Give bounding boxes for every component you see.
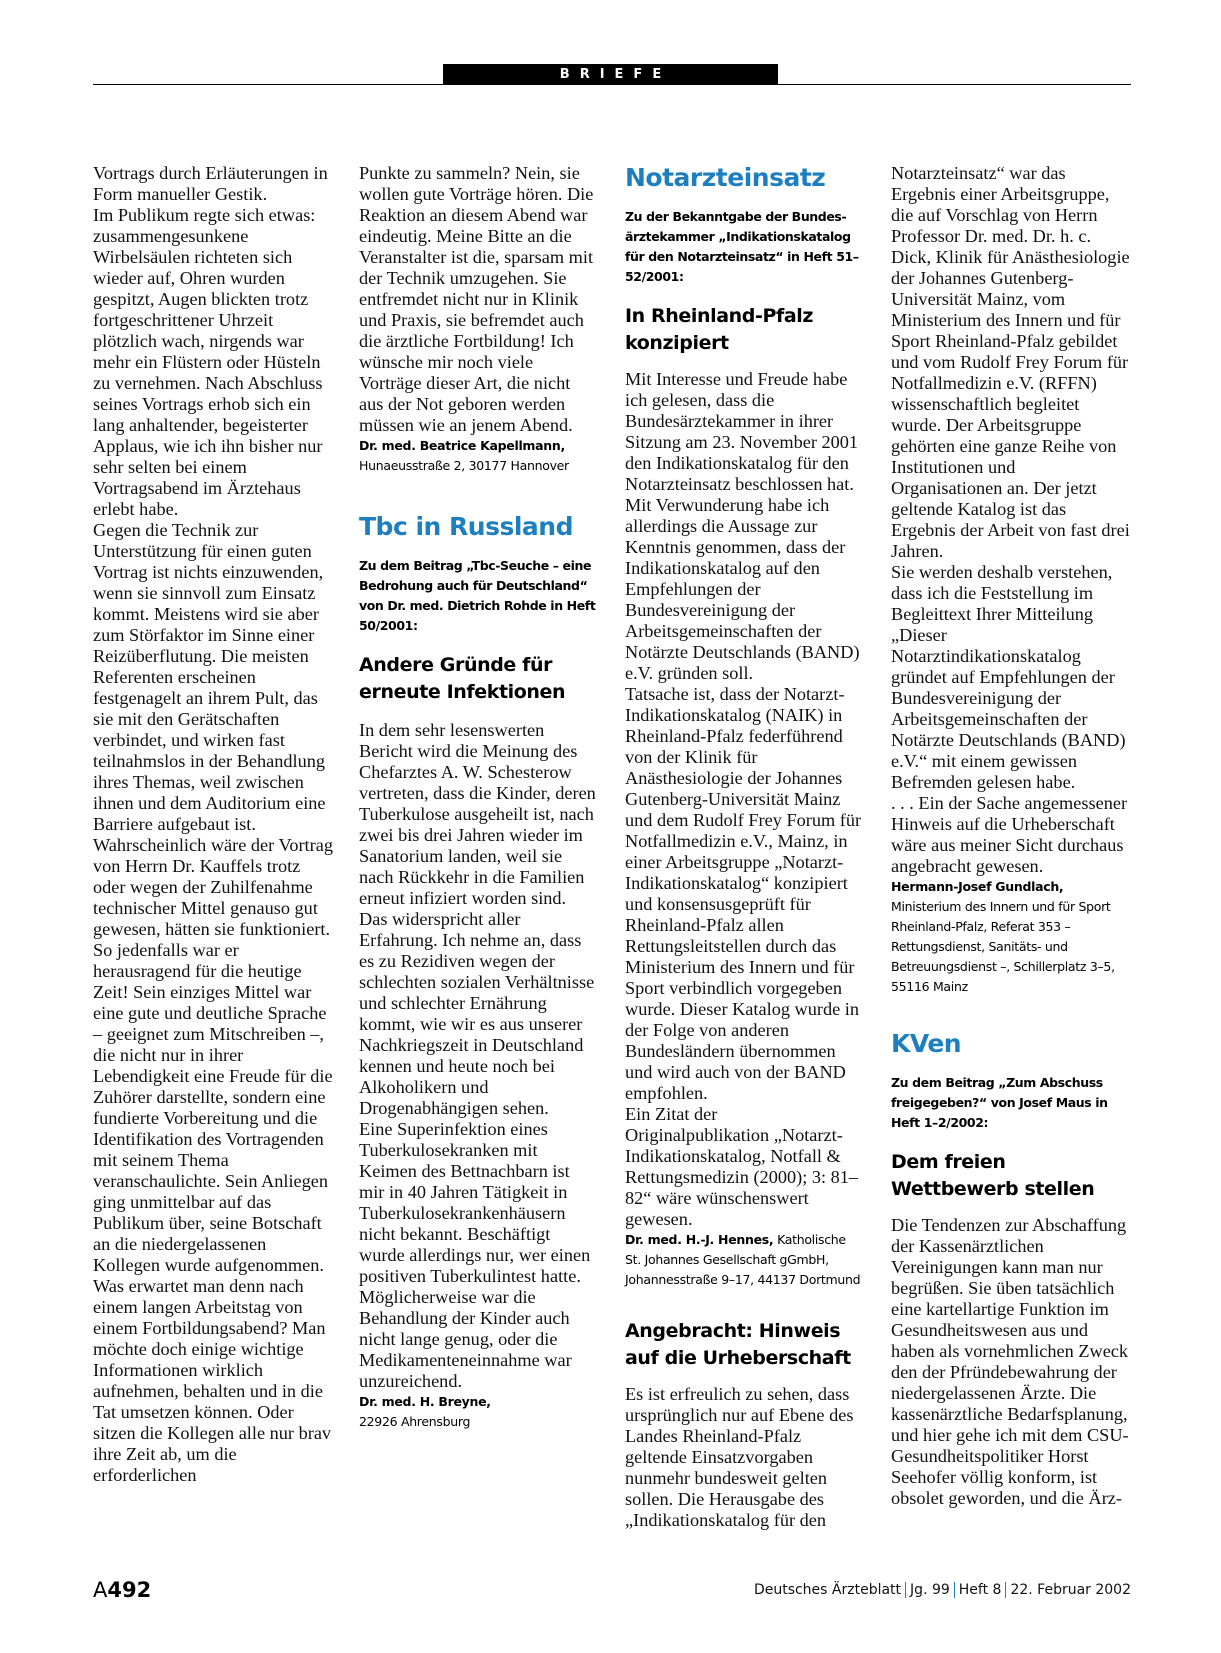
letter-subheading: Andere Gründe für erneute Infektionen: [359, 654, 566, 703]
page-num: 492: [107, 1578, 152, 1602]
paragraph: Notarzteinsatz“ war das Ergebnis einer Arbeitsgruppe, die auf Vorschlag von Herrn Professor Dr. med. Dr. h. c. Dick, Klinik für Anästhesiologie der Johannes Gutenberg-Universität Mainz, vom Ministerium des Innern und für Sport Rheinland-Pfalz gebildet und vom Rudolf Frey Forum für Notfallmedizin e.V. (RFFN) wissenschaftlich begleitet wurde. Der Arbeitsgruppe gehörten eine ganze Reihe von Institutionen und Organisationen an. Der jetzt geltende Katalog ist das Ergebnis der Arbeit von fast drei Jahren.: [891, 163, 1130, 561]
paragraph: Sie werden deshalb verstehen, dass ich die Feststellung im Begleittext Ihrer Mitteilung „Dieser Notarztindikationskatalog gründet auf Empfehlungen der Bundesvereinigung der Arbeitsgemeinschaften der Notärzte Deutschlands (BAND) e.V.“ mit einem gewissen Befremden gelesen habe.: [891, 562, 1126, 792]
reference-note: Zu der Bekanntgabe der Bundes-ärztekammer „Indikationskatalog für den Notarzteinsatz“ in Heft 51–52/2001:: [625, 209, 859, 284]
journal-footer: [754, 1582, 1131, 1598]
separator: [954, 1582, 955, 1598]
letter-subheading: Dem freien Wettbewerb stellen: [891, 1151, 1095, 1200]
journal-date: 22. Februar 2002: [1010, 1582, 1131, 1598]
paragraph: Möglicherweise war die Behandlung der Kinder auch nicht lange genug, oder die Medikamenteneinnahme war unzureichend.: [359, 1287, 572, 1391]
journal-issue: Heft 8: [958, 1582, 1002, 1598]
paragraph: Eine Superinfektion eines Tuberkulosekranken mit Keimen des Bettnachbarn ist mir in 40 Jahren Tätigkeit in Tuberkulosekrankenhäusern nicht bekannt. Beschäftigt wurde allerdings nur, wer einen positiven Tuberkulintest hatte.: [359, 1119, 591, 1286]
letter-body: [359, 720, 599, 1392]
topic-heading: KVen: [891, 1029, 962, 1058]
paragraph: Punkte zu sammeln? Nein, sie wollen gute Vorträge hören. Die Reaktion an diesem Abend war eindeutig. Meine Bitte an die Veranstalter ist die, sparsam mit der Technik umzugehen. Sie entfremdet nicht nur in Klinik und Praxis, sie befremdet auch die ärztliche Fortbildung! Ich wünsche mir noch viele Vorträge dieser Art, die nicht aus der Not geboren werden müssen wie an jenem Abend.: [359, 163, 594, 435]
signature: [625, 1230, 865, 1290]
page-number: [93, 1578, 151, 1602]
paragraph: Das widerspricht aller Erfahrung. Ich nehme an, dass es zu Rezidiven wegen der schlechten sozialen Verhältnisse und schlechter Ernährung kommt, wie wir es aus unserer Nachkriegszeit in Deutschland kennen und heute noch bei Alkoholikern und Drogenabhängigen sehen.: [359, 909, 595, 1118]
letter-body: [625, 1384, 865, 1531]
topic-heading: Notarzteinsatz: [625, 163, 826, 192]
paragraph: . . . Ein der Sache angemessener Hinweis auf die Urheberschaft wäre aus meiner Sicht durchaus angebracht gewesen.: [891, 793, 1128, 876]
letter-subheading: In Rheinland-Pfalz konzipiert: [625, 305, 814, 354]
paragraph: Es ist erfreulich zu sehen, dass ursprünglich nur auf Ebene des Landes Rheinland-Pfalz geltende Einsatzvorgaben nunmehr bundesweit gelten sollen. Die Herausgabe des „Indikationskatalog für den: [625, 1384, 854, 1530]
paragraph: Vortrags durch Erläuterungen in Form manueller Gestik.: [93, 163, 328, 204]
letter-body: [359, 163, 599, 436]
signature-address: Katholische St. Johannes Gesellschaft gGmbH, Johannesstraße 9–17, 44137 Dortmund: [625, 1232, 861, 1287]
column-2: [359, 163, 599, 1432]
reference-note: Zu dem Beitrag „Tbc-Seuche – eine Bedrohung auch für Deutschland“ von Dr. med. Dietrich Rohde in Heft 50/2001:: [359, 558, 596, 633]
paragraph: Im Publikum regte sich etwas: zusammengesunkene Wirbelsäulen richteten sich wieder auf, Ohren wurden gespitzt, Augen blickten trotz fortgeschrittener Uhrzeit plötzlich wach, nirgends war mehr ein Flüstern oder Hüsteln zu vernehmen. Nach Abschluss seines Vortrags erhob sich ein lang anhaltender, begeisterter Applaus, wie ich ihn bisher nur sehr selten bei einem Vortragsabend im Ärztehaus erlebt habe.: [93, 205, 323, 519]
signature-address: Ministerium des Innern und für Sport Rheinland-Pfalz, Referat 353 – Rettungsdienst, Sanitäts- und Betreuungsdienst –, Schillerplatz 3–5, 55116 Mainz: [891, 899, 1115, 994]
separator: [1005, 1582, 1006, 1598]
paragraph: Gegen die Technik zur Unterstützung für einen guten Vortrag ist nichts einzuwenden, wenn sie sinnvoll zum Einsatz kommt. Meistens wird sie aber zum Störfaktor im Sinne einer Reizüberflutung. Die meisten Referenten erscheinen festgenagelt an ihrem Pult, das sie mit den Gerätschaften verbindet, und wirken fast teilnahmslos in der Behandlung ihres Themas, weil zwischen ihnen und dem Auditorium eine Barriere aufgebaut ist. Wahrscheinlich wäre der Vortrag von Herrn Dr. Kauffels trotz oder wegen der Zuhilfenahme technischer Mittel genauso gut gewesen, hätten sie funktioniert. So jedenfalls war er herausragend für die heutige Zeit! Sein einziges Mittel war eine gute und deutliche Sprache – geeignet zum Mitschreiben –, die nicht nur in ihrer Lebendigkeit eine Freude für die Zuhörer darstellte, sondern eine fundierte Vorbereitung und die Identifikation des Vortragenden mit seinem Thema veranschaulichte. Sein Anliegen ging unmittelbar auf das Publikum über, seine Botschaft an die niedergelassenen Kollegen wurde aufgenommen.: [93, 520, 333, 1275]
signature-name: Hermann-Josef Gundlach,: [891, 879, 1064, 894]
column-3: [625, 163, 865, 1531]
signature-name: Dr. med. Beatrice Kapellmann,: [359, 438, 565, 453]
paragraph: Die Tendenzen zur Abschaffung der Kassenärztlichen Vereinigungen kann man nur begrüßen. Sie üben tatsächlich eine kartellartige Funktion im Gesundheitswesen aus und haben als vornehmlichen Zweck den der Pfründebewahrung der niedergelassenen Ärzte. Die kassenärztliche Bedarfsplanung, und hier gehe ich mit dem CSU-Gesundheitspolitiker Horst Seehofer völlig konform, ist obsolet geworden, und die Ärz-: [891, 1215, 1129, 1508]
paragraph: Ein Zitat der Originalpublikation „Notarzt-Indikationskatalog, Notfall & Rettungsmedizin (2000); 3: 81–82“ wäre wünschenswert gewesen.: [625, 1104, 859, 1229]
paragraph: In dem sehr lesenswerten Bericht wird die Meinung des Chefarztes A. W. Schesterow vertreten, dass die Kinder, deren Tuberkulose ausgeheilt ist, nach zwei bis drei Jahren wieder im Sanatorium landen, weil sie nach Rückkehr in die Familien erneut infiziert worden sind.: [359, 720, 596, 908]
paragraph: Mit Interesse und Freude habe ich gelesen, dass die Bundesärztekammer in ihrer Sitzung am 23. November 2001 den Indikationskatalog für den Notarzteinsatz beschlossen hat. Mit Verwunderung habe ich allerdings die Aussage zur Kenntnis genommen, dass der Indikationskatalog auf den Empfehlungen der Bundesvereinigung der Arbeitsgemeinschaften der Notärzte Deutschlands (BAND) e.V. gründen soll.: [625, 369, 860, 683]
topic-heading: Tbc in Russland: [359, 512, 573, 541]
journal-volume: Jg. 99: [910, 1582, 950, 1598]
signature-name: Dr. med. H. Breyne,: [359, 1394, 491, 1409]
column-4: [891, 163, 1131, 1509]
signature-address: 22926 Ahrensburg: [359, 1414, 471, 1429]
column-1: [93, 163, 333, 1486]
journal-name: Deutsches Ärzteblatt: [753, 1582, 902, 1598]
page-prefix: A: [93, 1578, 108, 1602]
letter-body: [93, 163, 333, 1486]
section-header: BRIEFE: [443, 64, 778, 85]
paragraph: Tatsache ist, dass der Notarzt-Indikationskatalog (NAIK) in Rheinland-Pfalz federführend von der Klinik für Anästhesiologie der Johannes Gutenberg-Universität Mainz und dem Rudolf Frey Forum für Notfallmedizin e.V., Mainz, in einer Arbeitsgruppe „Notarzt-Indikationskatalog“ konzipiert und konsensusgeprüft für Rheinland-Pfalz allen Rettungsleitstellen durch das Ministerium des Innern und für Sport verbindlich vorgegeben wurde. Dieser Katalog wurde in der Folge von anderen Bundesländern übernommen und wird auch von der BAND empfohlen.: [625, 684, 862, 1103]
separator: [905, 1582, 906, 1598]
letter-body: [891, 1215, 1131, 1509]
signature-address: Hunaeusstraße 2, 30177 Hannover: [359, 458, 569, 473]
paragraph: Was erwartet man denn nach einem langen Arbeitstag von einem Fortbildungsabend? Man möchte doch einige wichtige Informationen wirklich aufnehmen, behalten und in die Tat umsetzen können. Oder sitzen die Kollegen alle nur brav ihre Zeit ab, um die erforderlichen: [93, 1276, 332, 1485]
reference-note: Zu dem Beitrag „Zum Abschuss freigegeben?“ von Josef Maus in Heft 1–2/2002:: [891, 1075, 1108, 1130]
letter-body: [891, 163, 1131, 877]
letter-subheading: Angebracht: Hinweis auf die Urheberschaft: [625, 1320, 851, 1369]
letter-body: [625, 369, 865, 1230]
signature-name: Dr. med. H.-J. Hennes,: [625, 1232, 774, 1247]
